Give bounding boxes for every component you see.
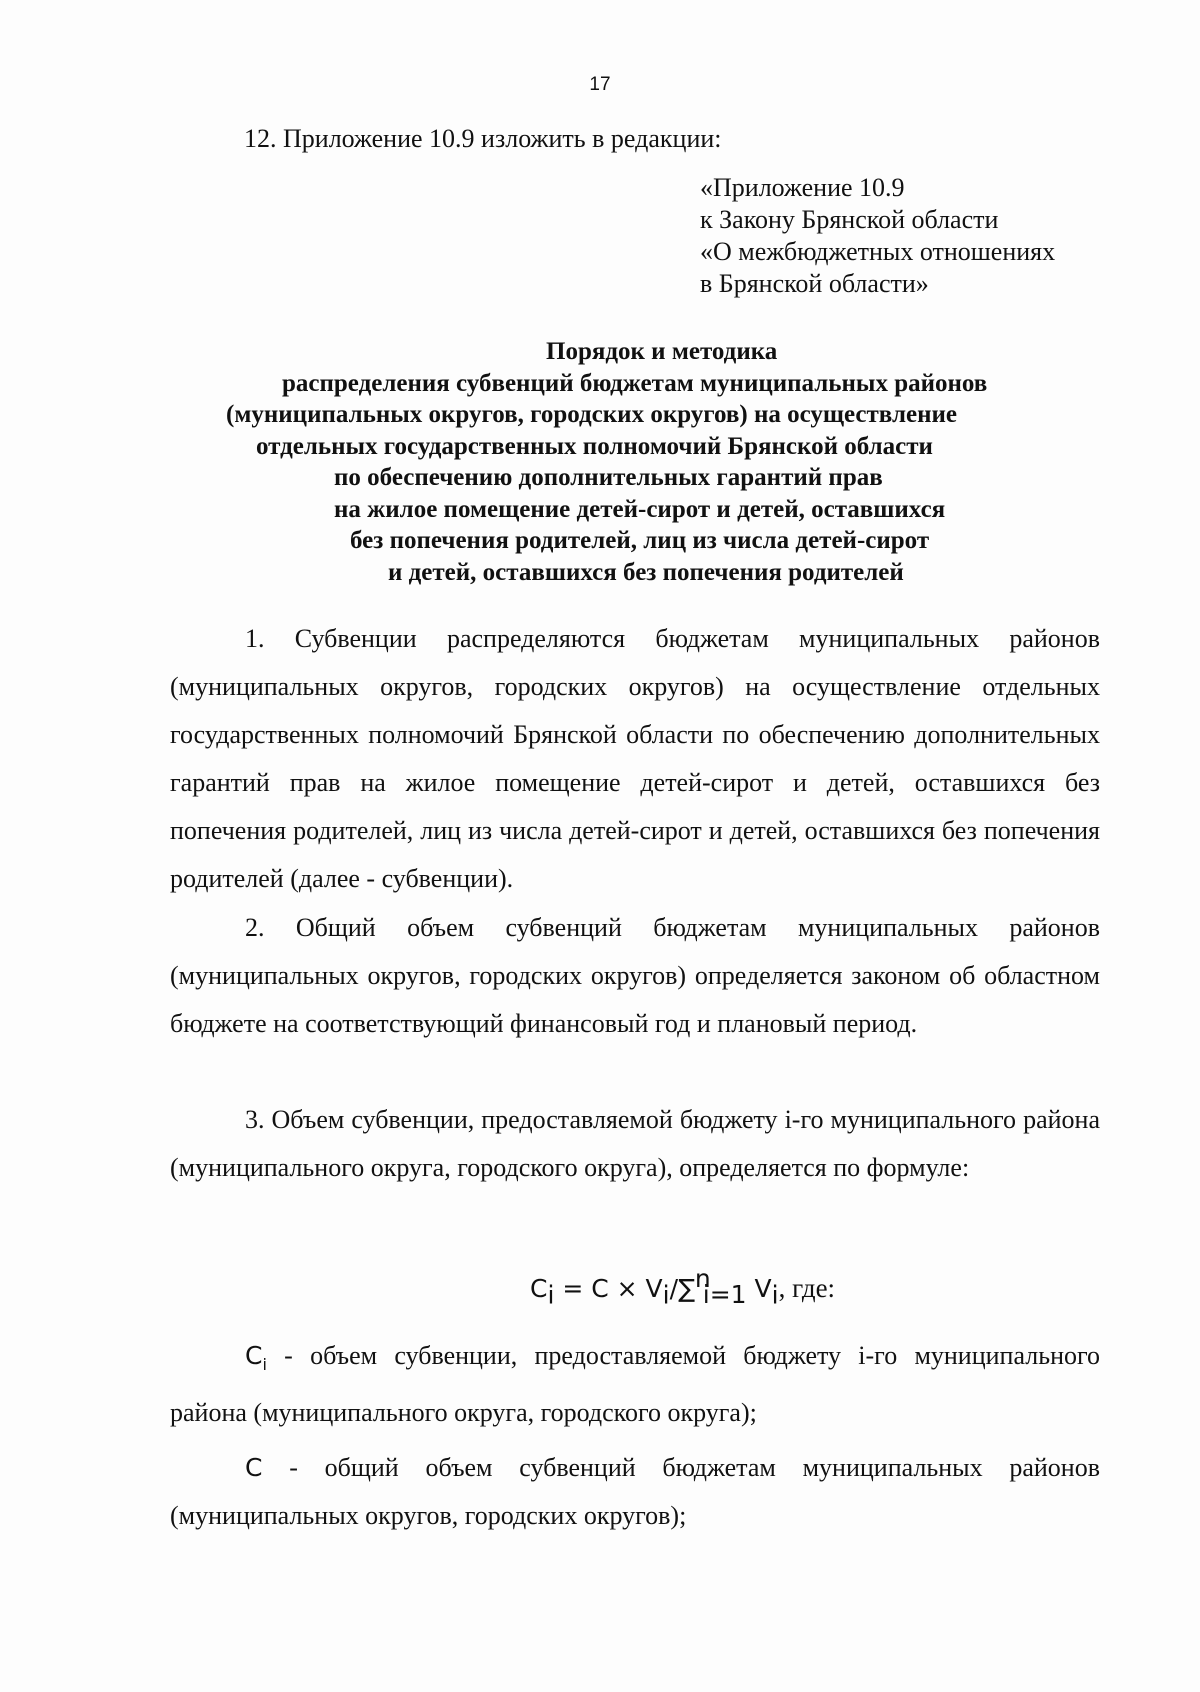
definition-symbol: C bbox=[245, 1453, 263, 1482]
formula-lhs-subscript: i bbox=[547, 1280, 555, 1310]
appendix-reference bbox=[700, 172, 1055, 300]
formula-equals: = C × V bbox=[554, 1274, 663, 1303]
appendix-reference-line: в Брянской области» bbox=[700, 269, 929, 298]
formula-v-subscript: i bbox=[662, 1280, 670, 1310]
definition-c bbox=[170, 1444, 1100, 1540]
definition-text: - общий объем субвенций бюджетам муниципальных районов (муниципальных округов, городских округов); bbox=[170, 1453, 1100, 1530]
paragraph-2: 2. Общий объем субвенций бюджетам муниципальных районов (муниципальных округов, городских округов) определяется законом об областном бюджете на соответствующий финансовый год и плановый период. bbox=[170, 913, 1100, 1038]
formula-tail: , где: bbox=[778, 1273, 836, 1303]
definition-text: - объем субвенции, предоставляемой бюджету i-го муниципального района (муниципального округа, городского округа); bbox=[170, 1341, 1100, 1428]
distribution-formula bbox=[530, 1264, 835, 1309]
amendment-line: 12. Приложение 10.9 изложить в редакции: bbox=[244, 124, 722, 153]
formula-sum-upper: n bbox=[694, 1264, 711, 1293]
definition-symbol: C bbox=[245, 1341, 263, 1370]
formula-v2-subscript: i bbox=[771, 1280, 779, 1310]
definition-ci bbox=[170, 1332, 1100, 1437]
title-line: без попечения родителей, лиц из числа детей-сирот bbox=[350, 527, 930, 554]
formula-slash: / bbox=[669, 1274, 679, 1303]
appendix-reference-line: к Закону Брянской области bbox=[700, 205, 999, 234]
appendix-reference-line: «О межбюджетных отношениях bbox=[700, 237, 1056, 266]
formula-sum-lower: i=1 bbox=[702, 1280, 747, 1310]
title-line: по обеспечению дополнительных гарантий прав bbox=[334, 464, 883, 491]
appendix-reference-line: «Приложение 10.9 bbox=[700, 173, 905, 202]
definition-symbol-subscript: i bbox=[262, 1355, 267, 1375]
formula-v2: V bbox=[746, 1274, 772, 1303]
formula-lhs: C bbox=[530, 1274, 548, 1303]
paragraph-3: 3. Объем субвенции, предоставляемой бюджету i-го муниципального района (муниципального округа, городского округа), определяется по формуле: bbox=[170, 1105, 1100, 1182]
title-line: Порядок и методика bbox=[546, 338, 778, 365]
paragraph-1: 1. Субвенции распределяются бюджетам муниципальных районов (муниципальных округов, городских округов) на осуществление отдельных государственных полномочий Брянской области по обеспечению дополнительных гарантий прав на жилое помещение детей-сирот и детей, оставшихся без попечения родителей, лиц из числа детей-сирот и детей, оставшихся без попечения родителей (далее - субвенции). bbox=[170, 624, 1100, 893]
title-line: и детей, оставшихся без попечения родителей bbox=[388, 558, 904, 586]
summation-icon: ∑ bbox=[678, 1274, 695, 1303]
title-line: распределения субвенций бюджетам муниципальных районов bbox=[282, 369, 988, 397]
page-number: 17 bbox=[589, 74, 611, 95]
title-line: на жилое помещение детей-сирот и детей, оставшихся bbox=[334, 495, 946, 523]
title-line: отдельных государственных полномочий Брянской области bbox=[256, 432, 933, 460]
title-line: (муниципальных округов, городских округов) на осуществление bbox=[226, 401, 957, 428]
